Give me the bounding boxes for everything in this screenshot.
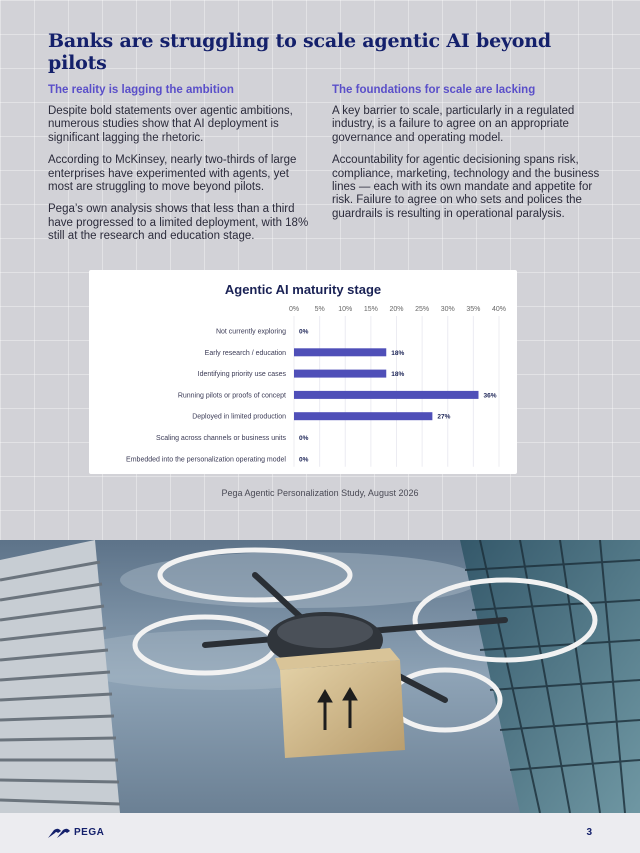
x-tick-label: 25% — [415, 306, 430, 313]
data-label: 0% — [299, 435, 309, 442]
left-column — [48, 84, 310, 253]
data-label: 18% — [391, 349, 405, 357]
x-tick-label: 10% — [338, 306, 353, 313]
pega-logo — [48, 827, 104, 838]
data-label: 0% — [299, 328, 309, 336]
right-paragraph-1: A key barrier to scale, particularly in a regulated industry, is a failure to agree on an appropriate governance and operating model. — [332, 105, 575, 144]
category-label: Not currently exploring — [215, 328, 286, 336]
x-tick-label: 15% — [363, 306, 378, 313]
data-label: 27% — [437, 413, 451, 421]
left-column-heading: The reality is lagging the ambition — [48, 84, 234, 96]
source-caption: Pega Agentic Personalization Study, August 2026 — [221, 488, 419, 498]
footer — [0, 813, 640, 853]
right-paragraph-2: Accountability for agentic decisioning spans risk, compliance, marketing, technology and the business lines — each with its own mandate and appetite for risk. Failure to agree on who sets and polices the guardrails is resulting in operational paralysis. — [332, 154, 600, 220]
category-label: Scaling across channels or business units — [156, 435, 286, 442]
bar — [294, 412, 432, 420]
x-tick-label: 20% — [389, 306, 404, 313]
page-number: 3 — [586, 827, 592, 838]
bar — [294, 370, 386, 378]
category-label: Deployed in limited production — [192, 413, 286, 421]
data-label: 36% — [483, 392, 497, 400]
category-label: Early research / education — [204, 349, 286, 357]
category-label: Identifying priority use cases — [197, 371, 286, 379]
x-tick-label: 30% — [440, 306, 455, 313]
left-paragraph-2: According to McKinsey, nearly two-thirds of large enterprises have experimented with agents, yet most are struggling to move beyond pilots. — [48, 154, 297, 194]
pega-logo-icon — [48, 828, 70, 838]
category-label: Embedded into the personalization operating model — [126, 456, 286, 464]
chart-card — [89, 270, 517, 474]
page-title: Banks are struggling to scale agentic AI beyond pilots — [48, 30, 551, 74]
drone-delivery-photo — [0, 540, 640, 813]
left-paragraph-3: Pega’s own analysis shows that less than a third have progressed to a limited deployment, with 18% still at the research and education stage. — [48, 203, 309, 243]
data-label: 0% — [299, 456, 309, 464]
bar — [294, 348, 386, 356]
x-tick-label: 35% — [466, 306, 481, 313]
x-tick-label: 40% — [491, 306, 507, 313]
pega-logo-text: PEGA — [74, 827, 105, 838]
x-tick-label: 0% — [288, 306, 300, 313]
chart-title: Agentic AI maturity stage — [224, 282, 382, 297]
left-paragraph-1: Despite bold statements over agentic ambitions, numerous studies show that AI deployment is significant lagging the rhetoric. — [48, 105, 293, 144]
bar-chart — [89, 270, 517, 474]
bar — [294, 391, 479, 399]
x-tick-label: 5% — [314, 306, 325, 313]
right-column — [332, 84, 602, 230]
category-label: Running pilots or proofs of concept — [177, 392, 286, 400]
data-label: 18% — [391, 371, 405, 379]
right-column-heading: The foundations for scale are lacking — [332, 84, 536, 96]
